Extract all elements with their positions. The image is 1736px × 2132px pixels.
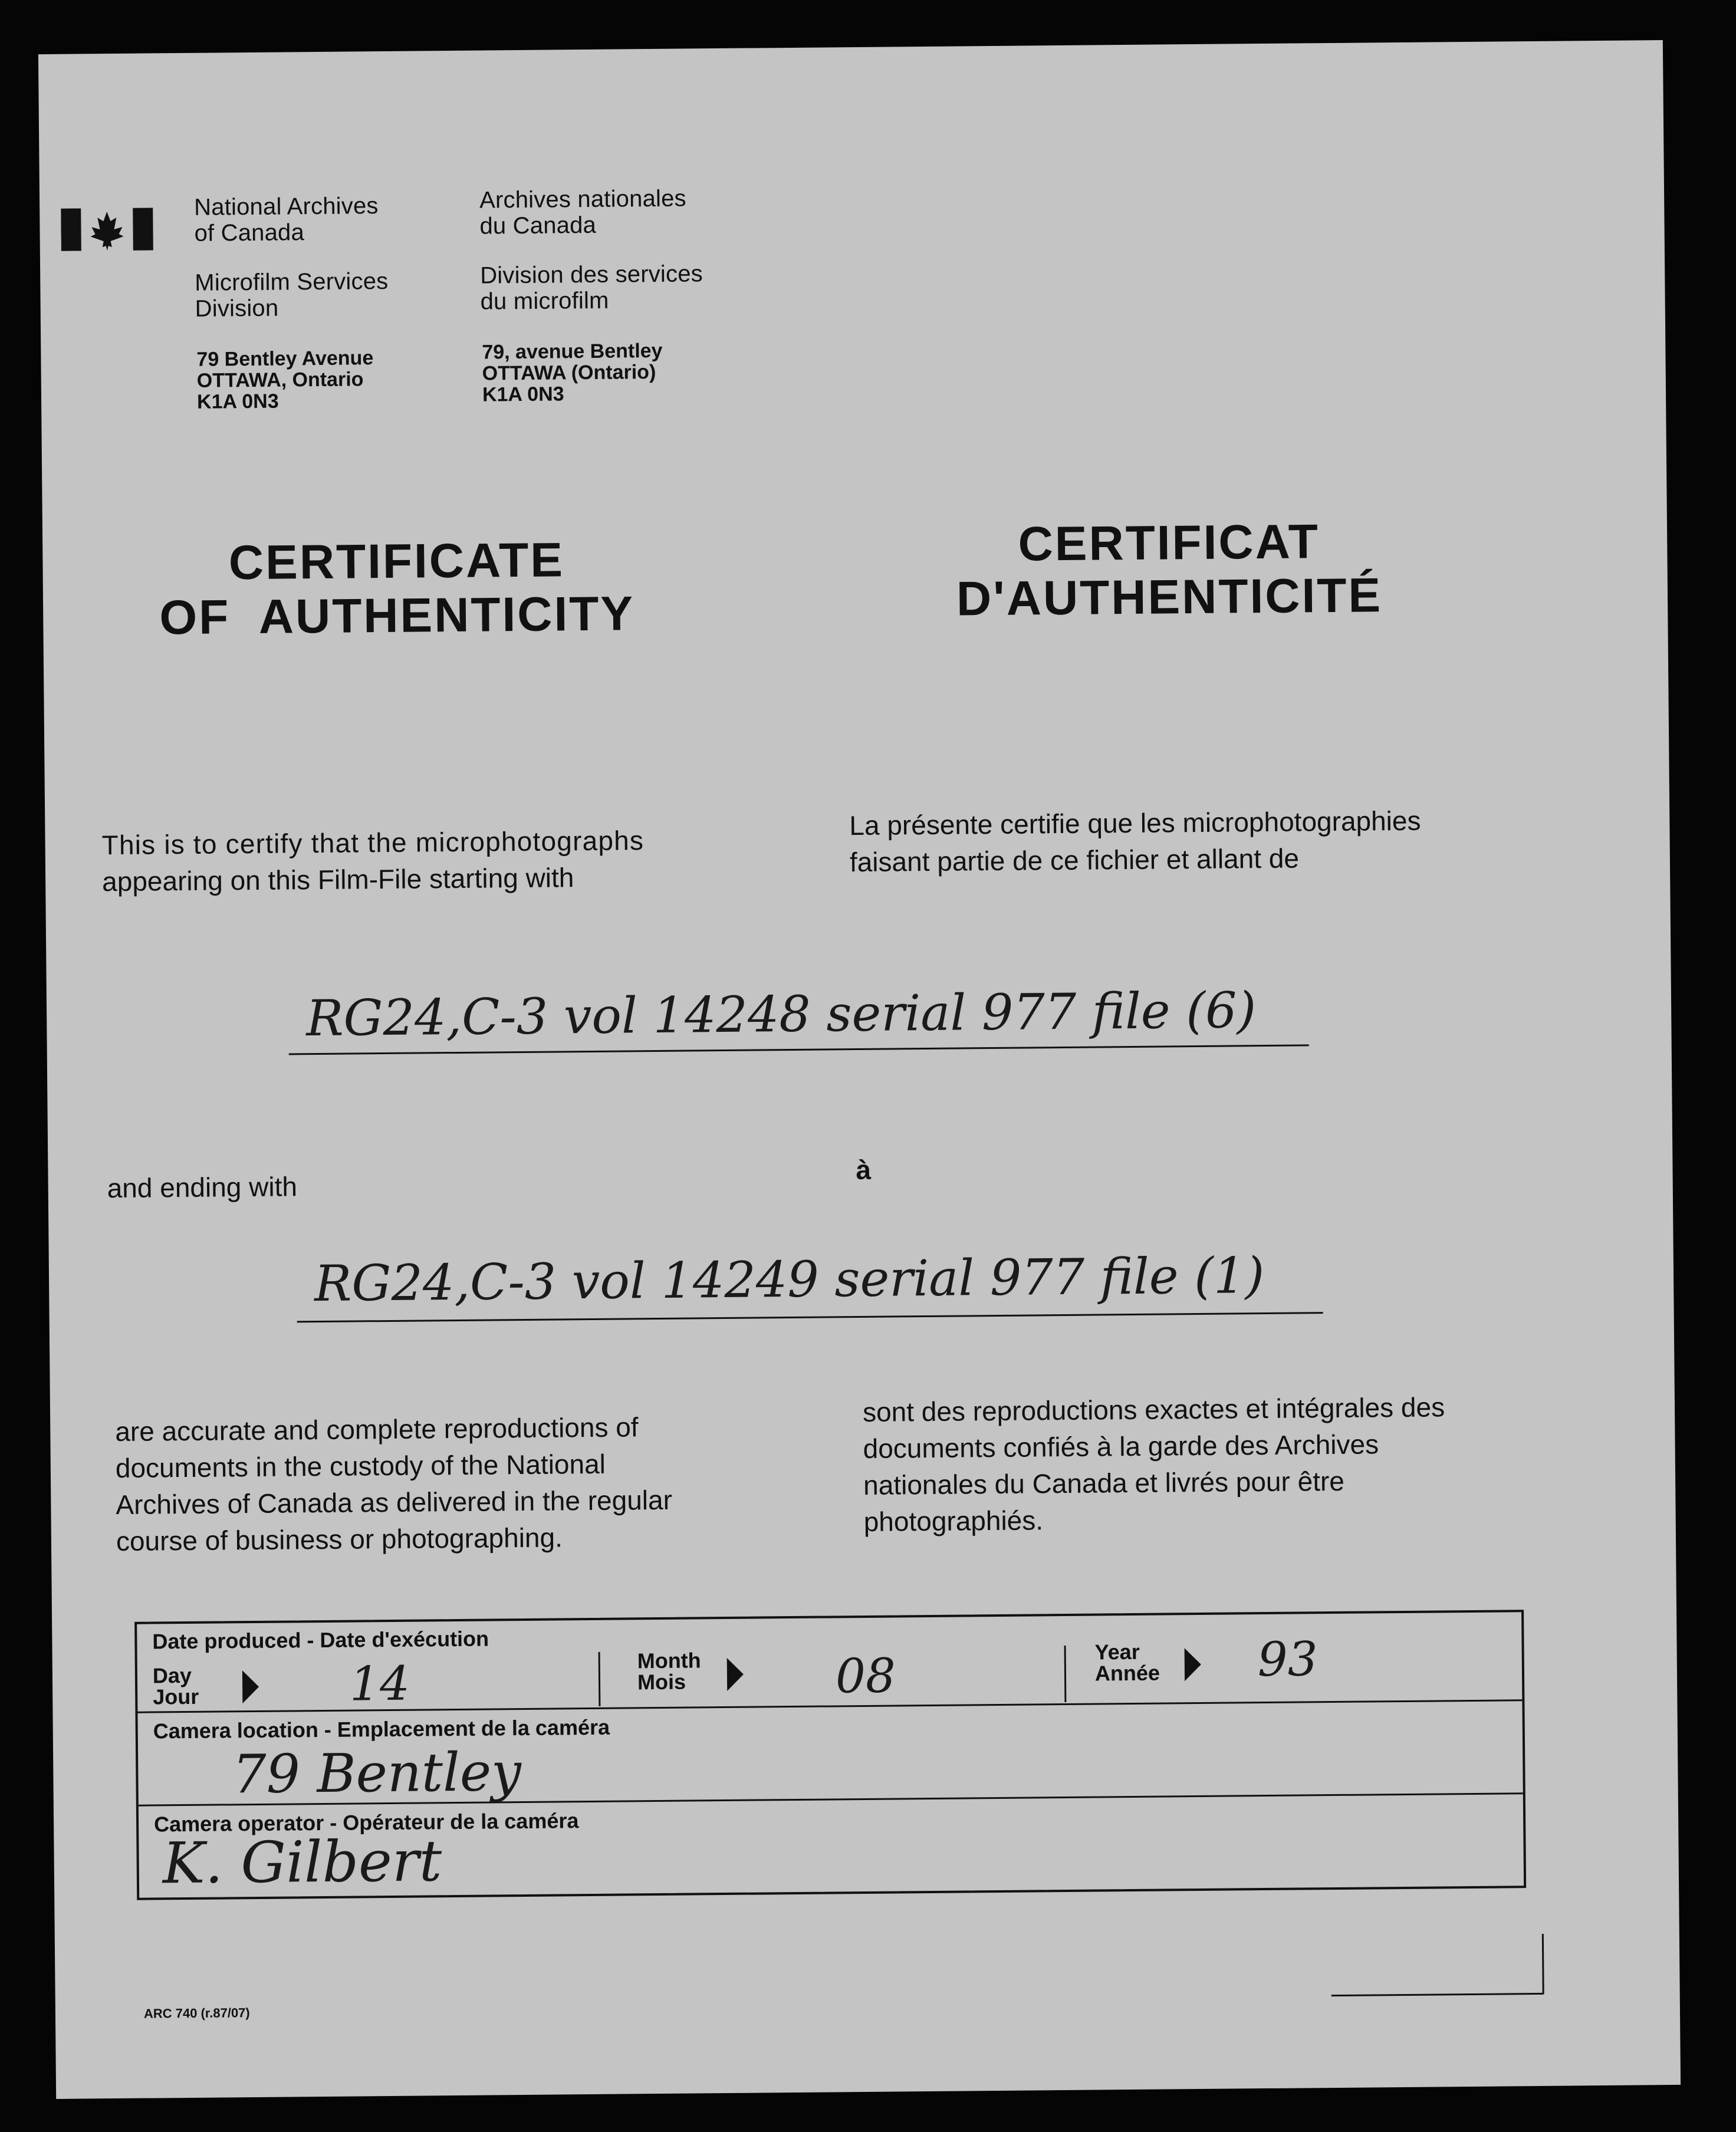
address-en-line2: OTTAWA, Ontario: [196, 368, 364, 392]
month-value: 08: [835, 1648, 896, 1704]
division-fr-line1: Division des services: [480, 261, 703, 289]
day-arrow-icon: [242, 1670, 259, 1703]
camera-location-value: 79 Bentley: [232, 1741, 522, 1806]
intro-en-line1: This is to certify that the microphotographs: [101, 825, 645, 861]
title-en-line2: OF AUTHENTICITY: [159, 587, 635, 645]
canada-flag-logo: [61, 205, 156, 253]
address-fr-line1: 79, avenue Bentley: [482, 339, 663, 364]
start-entry: RG24,C-3 vol 14248 serial 977 file (6): [305, 981, 1257, 1048]
day-label-fr: Jour: [153, 1684, 199, 1709]
month-arrow-icon: [727, 1658, 744, 1691]
ending-fr: à: [856, 1154, 872, 1186]
corner-mark-vertical: [1542, 1934, 1544, 1994]
address-en-line3: K1A 0N3: [196, 390, 279, 413]
year-label-fr: Année: [1094, 1660, 1160, 1686]
intro-fr-line2: faisant partie de ce fichier et allant de: [849, 843, 1300, 878]
year-label-en: Year: [1094, 1639, 1140, 1664]
title-en-line1: CERTIFICATE: [228, 533, 565, 590]
closing-fr: [863, 1388, 1524, 1540]
day-month-divider: [599, 1652, 601, 1706]
year-label: [1094, 1641, 1160, 1684]
division-fr-line2: du microfilm: [480, 287, 609, 315]
month-label: [637, 1650, 702, 1693]
agency-name-en: [194, 193, 379, 246]
address-en-line1: 79 Bentley Avenue: [196, 347, 374, 371]
intro-en: [101, 825, 774, 896]
agency-name-fr-line2: du Canada: [479, 212, 597, 239]
intro-en-line2: appearing on this Film-File starting with: [101, 862, 574, 897]
year-arrow-icon: [1185, 1648, 1201, 1681]
ending-en: and ending with: [107, 1171, 298, 1204]
certificate-page: [38, 40, 1681, 2099]
day-value: 14: [349, 1656, 410, 1712]
form-code: ARC 740 (r.87/07): [143, 2005, 250, 2021]
month-year-divider: [1064, 1646, 1067, 1702]
corner-mark-horizontal: [1331, 1993, 1544, 1996]
closing-en-line4: course of business or photographing.: [116, 1522, 563, 1557]
division-en: [195, 268, 389, 322]
division-en-line2: Division: [195, 295, 279, 322]
camera-operator-signature: K. Gilbert: [162, 1828, 442, 1897]
division-en-line1: Microfilm Services: [195, 268, 389, 296]
closing-en-line1: are accurate and complete reproductions of: [115, 1412, 639, 1447]
address-fr: [482, 340, 663, 406]
division-fr: [480, 261, 703, 314]
address-fr-line3: K1A 0N3: [482, 383, 564, 406]
camera-operator-label: Camera operator - Opérateur de la caméra: [153, 1808, 579, 1837]
camera-location-label: Camera location - Emplacement de la caméra: [153, 1715, 610, 1743]
table-row-divider-1: [137, 1699, 1522, 1713]
production-details-table: [134, 1610, 1526, 1900]
agency-name-fr: [479, 186, 686, 239]
closing-en-line3: Archives of Canada as delivered in the regular: [116, 1484, 673, 1521]
agency-name-fr-line1: Archives nationales: [479, 185, 686, 213]
month-label-fr: Mois: [637, 1669, 686, 1695]
address-en: [196, 347, 374, 413]
day-label-en: Day: [152, 1663, 192, 1688]
month-label-en: Month: [637, 1648, 701, 1673]
closing-fr-line1: sont des reproductions exactes et intégrales des: [862, 1391, 1445, 1427]
closing-fr-line2: documents confiés à la garde des Archives: [863, 1429, 1379, 1464]
intro-fr: [849, 805, 1522, 876]
end-entry-line: [297, 1312, 1323, 1322]
agency-name-en-line2: of Canada: [194, 219, 305, 246]
title-fr-line1: CERTIFICAT: [1018, 515, 1320, 571]
closing-en: [115, 1407, 777, 1559]
title-fr-line2: D'AUTHENTICITÉ: [956, 568, 1383, 626]
date-produced-label: Date produced - Date d'exécution: [152, 1626, 489, 1654]
intro-fr-line1: La présente certifie que les microphotographies: [849, 805, 1421, 841]
title-fr: [915, 514, 1423, 627]
end-entry: RG24,C-3 vol 14249 serial 977 file (1): [314, 1246, 1265, 1313]
address-fr-line2: OTTAWA (Ontario): [482, 360, 656, 385]
year-value: 93: [1257, 1631, 1318, 1687]
closing-fr-line3: nationales du Canada et livrés pour être: [863, 1465, 1345, 1501]
agency-name-en-line1: National Archives: [194, 193, 379, 221]
day-label: [153, 1665, 199, 1708]
closing-fr-line4: photographiés.: [863, 1505, 1044, 1537]
title-en: [131, 532, 663, 646]
closing-en-line2: documents in the custody of the National: [115, 1448, 606, 1484]
